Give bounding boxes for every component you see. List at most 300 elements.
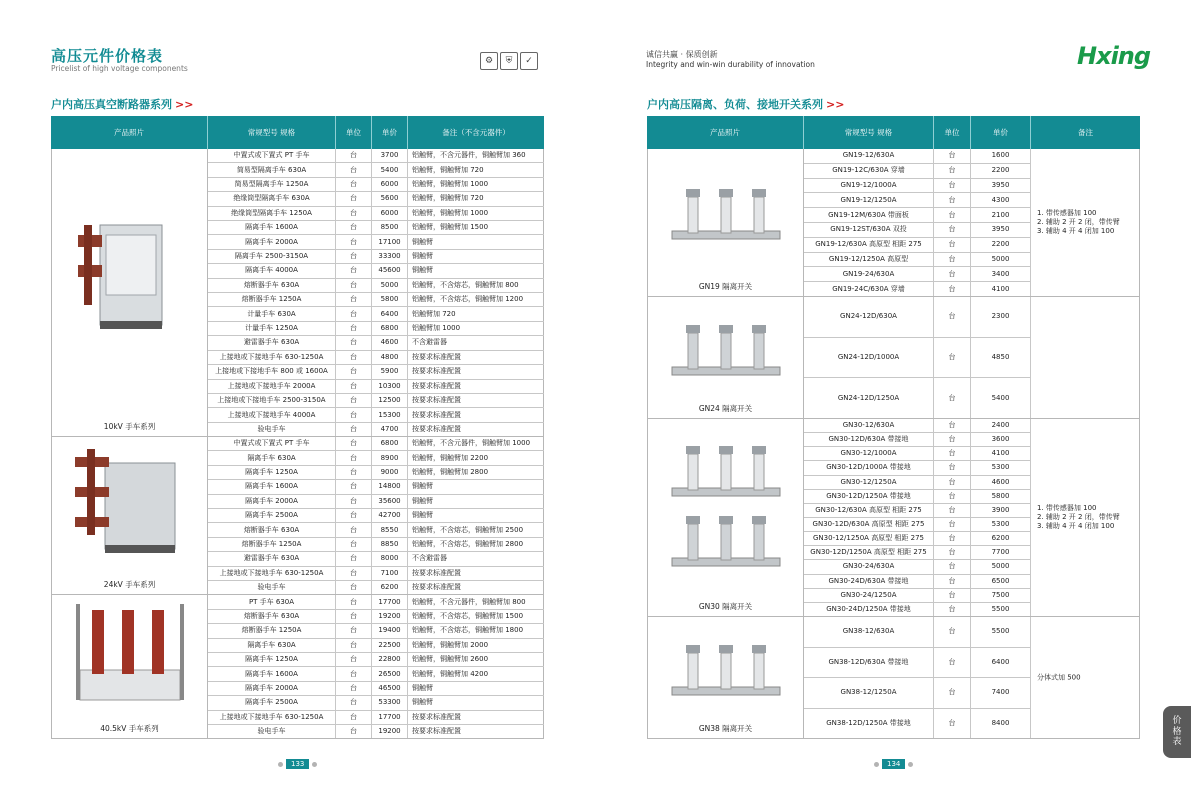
table-row bbox=[804, 433, 1031, 447]
unit-cell: 台 bbox=[934, 490, 971, 503]
unit-cell: 台 bbox=[934, 546, 971, 559]
table-row bbox=[208, 567, 544, 581]
price-cell: 5800 bbox=[971, 490, 1031, 503]
table-row bbox=[208, 653, 544, 667]
price-cell: 1600 bbox=[971, 149, 1031, 163]
unit-cell: 台 bbox=[336, 451, 372, 464]
price-cell: 7700 bbox=[971, 546, 1031, 559]
unit-cell: 台 bbox=[336, 725, 372, 738]
table-row bbox=[208, 696, 544, 710]
table-row bbox=[804, 419, 1031, 433]
price-cell: 5400 bbox=[971, 378, 1031, 418]
table-row bbox=[804, 589, 1031, 603]
unit-cell: 台 bbox=[336, 264, 372, 277]
product-photo-cell bbox=[51, 595, 208, 738]
model-cell: 绝缘筒型隔离手车 1250A bbox=[208, 207, 336, 220]
table-row bbox=[804, 532, 1031, 546]
price-cell: 7100 bbox=[372, 567, 408, 580]
remark-cell: 铝触臂，不含熔芯，铜触臂加 1500 bbox=[408, 610, 544, 623]
section-title-text: 户内高压真空断路器系列 bbox=[51, 98, 172, 111]
model-cell: 避雷器手车 630A bbox=[208, 552, 336, 565]
table-row bbox=[804, 193, 1031, 208]
unit-cell: 台 bbox=[934, 419, 971, 432]
table-row bbox=[804, 149, 1031, 164]
remark-cell: 铜触臂 bbox=[408, 250, 544, 263]
header-remark: 备注 bbox=[1078, 128, 1093, 137]
model-cell: GN38-12D/1250A 带接地 bbox=[804, 709, 934, 739]
table-row bbox=[208, 235, 544, 249]
price-cell: 2200 bbox=[971, 164, 1031, 178]
unit-cell: 台 bbox=[934, 253, 971, 267]
table-row bbox=[208, 466, 544, 480]
product-photo-cell bbox=[647, 419, 804, 616]
model-cell: 上接地或下接地手车 2000A bbox=[208, 380, 336, 393]
table-row bbox=[804, 678, 1031, 709]
price-cell: 4800 bbox=[372, 351, 408, 364]
model-cell: GN30-12D/1000A 带接地 bbox=[804, 461, 934, 474]
table-row bbox=[208, 279, 544, 293]
remark-line: 分体式加 500 bbox=[1037, 672, 1081, 681]
table-body bbox=[51, 149, 544, 739]
remark-cell: 铝触臂，铜触臂加 1500 bbox=[408, 221, 544, 234]
header-model: 常规型号 规格 bbox=[804, 116, 934, 149]
remark-cell: 按要求标准配置 bbox=[408, 423, 544, 436]
model-cell: 隔离手车 2500A bbox=[208, 509, 336, 522]
model-cell: GN30-12D/1250A 带接地 bbox=[804, 490, 934, 503]
unit-cell: 台 bbox=[336, 235, 372, 248]
remark-cell: 铜触臂 bbox=[408, 264, 544, 277]
side-tab[interactable] bbox=[1163, 706, 1191, 758]
unit-cell: 台 bbox=[336, 423, 372, 436]
section-title bbox=[647, 96, 844, 112]
unit-cell: 台 bbox=[934, 504, 971, 517]
table-row bbox=[208, 624, 544, 638]
model-cell: GN30-12D/1250A 高原型 相距 275 bbox=[804, 546, 934, 559]
model-cell: GN30-24/630A bbox=[804, 560, 934, 573]
table-row bbox=[208, 711, 544, 725]
unit-cell: 台 bbox=[934, 338, 971, 378]
product-caption: GN38 隔离开关 bbox=[698, 724, 753, 733]
unit-cell: 台 bbox=[336, 437, 372, 450]
remark-cell bbox=[1031, 149, 1140, 296]
unit-cell: 台 bbox=[336, 250, 372, 263]
unit-cell: 台 bbox=[336, 480, 372, 493]
section-title bbox=[51, 96, 193, 112]
unit-cell: 台 bbox=[336, 509, 372, 522]
switchgear-cart-image bbox=[65, 443, 195, 563]
right-page bbox=[596, 0, 1191, 808]
model-cell: GN30-12D/630A 带接地 bbox=[804, 433, 934, 446]
remark-cell: 铝触臂，铜触臂加 2200 bbox=[408, 451, 544, 464]
remark-cell: 铝触臂，铜触臂加 2600 bbox=[408, 653, 544, 666]
remark-cell: 不含避雷器 bbox=[408, 552, 544, 565]
price-cell: 12500 bbox=[372, 394, 408, 407]
model-cell: GN24-12D/630A bbox=[804, 297, 934, 337]
model-cell: GN38-12/630A bbox=[804, 617, 934, 647]
table-row bbox=[804, 648, 1031, 679]
unit-cell: 台 bbox=[336, 207, 372, 220]
table-row bbox=[804, 476, 1031, 490]
model-cell: GN19-12/1250A 高原型 bbox=[804, 253, 934, 267]
table-row bbox=[208, 639, 544, 653]
product-rows bbox=[804, 297, 1031, 418]
table-row bbox=[208, 451, 544, 465]
unit-cell: 台 bbox=[934, 193, 971, 207]
price-cell: 5300 bbox=[971, 518, 1031, 531]
model-cell: 隔离手车 2500A bbox=[208, 696, 336, 709]
price-cell: 14800 bbox=[372, 480, 408, 493]
unit-cell: 台 bbox=[336, 351, 372, 364]
unit-cell: 台 bbox=[934, 518, 971, 531]
unit-cell: 台 bbox=[336, 639, 372, 652]
price-cell: 5900 bbox=[372, 365, 408, 378]
switchgear-cart-image bbox=[70, 205, 190, 335]
unit-cell: 台 bbox=[934, 378, 971, 418]
unit-cell: 台 bbox=[336, 595, 372, 608]
table-row bbox=[804, 297, 1031, 338]
table-row bbox=[804, 490, 1031, 504]
table-row bbox=[804, 238, 1031, 253]
product-group bbox=[647, 297, 1140, 419]
remark-cell: 铜触臂 bbox=[408, 480, 544, 493]
remark-cell: 铝触臂，铜触臂加 720 bbox=[408, 192, 544, 205]
slogan-en: Integrity and win-win durability of innovation bbox=[646, 60, 815, 69]
remark-cell: 铝触臂，不含元器件，铜触臂加 1000 bbox=[408, 437, 544, 450]
model-cell: 熔断器手车 630A bbox=[208, 279, 336, 292]
unit-cell: 台 bbox=[336, 365, 372, 378]
product-photo-cell bbox=[647, 149, 804, 296]
price-cell: 3950 bbox=[971, 179, 1031, 193]
table-row bbox=[208, 610, 544, 624]
unit-cell: 台 bbox=[934, 267, 971, 281]
model-cell: GN38-12D/630A 带接地 bbox=[804, 648, 934, 678]
remark-cell: 按要求标准配置 bbox=[408, 567, 544, 580]
unit-cell: 台 bbox=[934, 560, 971, 573]
isolating-switch-image bbox=[666, 179, 786, 249]
model-cell: 熔断器手车 630A bbox=[208, 610, 336, 623]
unit-cell: 台 bbox=[934, 476, 971, 489]
unit-cell: 台 bbox=[934, 575, 971, 588]
model-cell: GN30-12/630A 高原型 相距 275 bbox=[804, 504, 934, 517]
price-cell: 5000 bbox=[971, 560, 1031, 573]
price-cell: 4700 bbox=[372, 423, 408, 436]
product-photo-cell bbox=[647, 297, 804, 418]
price-cell: 5400 bbox=[372, 163, 408, 176]
remark-cell: 铝触臂加 1000 bbox=[408, 322, 544, 335]
table-row bbox=[804, 223, 1031, 238]
unit-cell: 台 bbox=[336, 149, 372, 162]
unit-cell: 台 bbox=[934, 164, 971, 178]
model-cell: GN30-12/1250A 高原型 相距 275 bbox=[804, 532, 934, 545]
price-cell: 5000 bbox=[971, 253, 1031, 267]
model-cell: 简易型隔离手车 1250A bbox=[208, 178, 336, 191]
price-cell: 8850 bbox=[372, 538, 408, 551]
table-row bbox=[804, 208, 1031, 223]
model-cell: GN30-12D/630A 高原型 相距 275 bbox=[804, 518, 934, 531]
certification-icon: ⚙ bbox=[480, 52, 498, 70]
model-cell: GN19-12/1000A bbox=[804, 179, 934, 193]
model-cell: 隔离手车 4000A bbox=[208, 264, 336, 277]
product-rows bbox=[804, 419, 1031, 616]
price-cell: 53300 bbox=[372, 696, 408, 709]
remark-line: 2. 辅助 2 开 2 闭，带传臂 bbox=[1037, 512, 1120, 521]
table-row bbox=[208, 380, 544, 394]
unit-cell: 台 bbox=[336, 538, 372, 551]
page-number-value: 133 bbox=[286, 759, 309, 769]
table-row bbox=[208, 322, 544, 336]
price-cell: 5800 bbox=[372, 293, 408, 306]
model-cell: 验电手车 bbox=[208, 725, 336, 738]
price-cell: 5500 bbox=[971, 617, 1031, 647]
remark-cell: 铝触臂，铜触臂加 1000 bbox=[408, 178, 544, 191]
table-row bbox=[804, 253, 1031, 268]
price-cell: 2200 bbox=[971, 238, 1031, 252]
unit-cell: 台 bbox=[934, 532, 971, 545]
unit-cell: 台 bbox=[336, 711, 372, 724]
price-cell: 5300 bbox=[971, 461, 1031, 474]
price-cell: 42700 bbox=[372, 509, 408, 522]
table-row bbox=[208, 163, 544, 177]
table-row bbox=[208, 408, 544, 422]
page-subtitle: Pricelist of high voltage components bbox=[51, 64, 188, 73]
remark-cell: 按要求标准配置 bbox=[408, 711, 544, 724]
unit-cell: 台 bbox=[336, 408, 372, 421]
table-row bbox=[804, 378, 1031, 418]
price-cell: 3900 bbox=[971, 504, 1031, 517]
page-dot bbox=[874, 762, 879, 767]
model-cell: GN30-12/1000A bbox=[804, 447, 934, 460]
unit-cell: 台 bbox=[336, 307, 372, 320]
remark-cell: 铝触臂，铜触臂加 2000 bbox=[408, 639, 544, 652]
model-cell: GN38-12/1250A bbox=[804, 678, 934, 708]
table-row bbox=[804, 518, 1031, 532]
table-row bbox=[804, 461, 1031, 475]
unit-cell: 台 bbox=[336, 178, 372, 191]
price-cell: 5000 bbox=[372, 279, 408, 292]
isolating-switch-image bbox=[666, 315, 786, 385]
price-cell: 9000 bbox=[372, 466, 408, 479]
table-row bbox=[208, 336, 544, 350]
product-photo-cell bbox=[51, 149, 208, 436]
model-cell: 验电手车 bbox=[208, 423, 336, 436]
price-cell: 3600 bbox=[971, 433, 1031, 446]
model-cell: 中置式或下置式 PT 手车 bbox=[208, 437, 336, 450]
unit-cell: 台 bbox=[934, 461, 971, 474]
price-cell: 4300 bbox=[971, 193, 1031, 207]
side-tab-char: 价 bbox=[1172, 715, 1182, 726]
table-row bbox=[208, 538, 544, 552]
product-group bbox=[647, 617, 1140, 739]
price-cell: 2100 bbox=[971, 208, 1031, 222]
model-cell: GN30-24/1250A bbox=[804, 589, 934, 602]
price-table-right bbox=[647, 116, 1140, 739]
model-cell: 上接地或下接地手车 4000A bbox=[208, 408, 336, 421]
model-cell: 绝缘筒型隔离手车 630A bbox=[208, 192, 336, 205]
price-cell: 19200 bbox=[372, 610, 408, 623]
model-cell: 上接地或下接地手车 630-1250A bbox=[208, 351, 336, 364]
model-cell: GN19-12/1250A bbox=[804, 193, 934, 207]
unit-cell: 台 bbox=[934, 447, 971, 460]
table-row bbox=[208, 423, 544, 436]
price-cell: 46500 bbox=[372, 682, 408, 695]
model-cell: 熔断器手车 1250A bbox=[208, 624, 336, 637]
price-cell: 6800 bbox=[372, 322, 408, 335]
remark-cell: 铝触臂，铜触臂加 720 bbox=[408, 163, 544, 176]
model-cell: 隔离手车 1250A bbox=[208, 653, 336, 666]
remark-cell: 铝触臂，不含熔芯，铜触臂加 1800 bbox=[408, 624, 544, 637]
table-row bbox=[208, 682, 544, 696]
price-cell: 2400 bbox=[971, 419, 1031, 432]
table-row bbox=[208, 509, 544, 523]
slogan-cn: 诚信共赢 · 保质创新 bbox=[646, 50, 718, 59]
table-body bbox=[647, 149, 1140, 739]
unit-cell: 台 bbox=[934, 297, 971, 337]
table-row bbox=[208, 480, 544, 494]
page-dot bbox=[312, 762, 317, 767]
page-title: 高压元件价格表 bbox=[51, 47, 164, 65]
model-cell: GN19-12ST/630A 双投 bbox=[804, 223, 934, 237]
model-cell: 熔断器手车 630A bbox=[208, 523, 336, 536]
table-row bbox=[804, 709, 1031, 739]
price-cell: 8900 bbox=[372, 451, 408, 464]
table-row bbox=[208, 250, 544, 264]
remark-cell: 按要求标准配置 bbox=[408, 351, 544, 364]
price-cell: 5600 bbox=[372, 192, 408, 205]
price-cell: 3400 bbox=[971, 267, 1031, 281]
left-page bbox=[0, 0, 595, 808]
unit-cell: 台 bbox=[934, 223, 971, 237]
table-row bbox=[208, 293, 544, 307]
model-cell: 计量手车 630A bbox=[208, 307, 336, 320]
header-price: 单价 bbox=[372, 116, 408, 149]
price-cell: 3950 bbox=[971, 223, 1031, 237]
unit-cell: 台 bbox=[336, 322, 372, 335]
model-cell: 隔离手车 630A bbox=[208, 639, 336, 652]
remark-cell: 铝触臂，不含熔芯，铜触臂加 2800 bbox=[408, 538, 544, 551]
remark-cell: 铜触臂 bbox=[408, 495, 544, 508]
table-row bbox=[804, 267, 1031, 282]
price-cell: 3700 bbox=[372, 149, 408, 162]
price-cell: 7400 bbox=[971, 678, 1031, 708]
price-cell: 26500 bbox=[372, 667, 408, 680]
model-cell: 隔离手车 2000A bbox=[208, 682, 336, 695]
unit-cell: 台 bbox=[336, 523, 372, 536]
remark-cell: 铝触臂，不含熔芯，铜触臂加 1200 bbox=[408, 293, 544, 306]
price-cell: 7500 bbox=[971, 589, 1031, 602]
page-dot bbox=[908, 762, 913, 767]
remark-cell: 按要求标准配置 bbox=[408, 408, 544, 421]
price-cell: 17100 bbox=[372, 235, 408, 248]
product-caption: GN30 隔离开关 bbox=[698, 602, 753, 611]
table-row bbox=[804, 617, 1031, 648]
remark-line: 3. 辅助 4 开 4 闭加 100 bbox=[1037, 522, 1115, 531]
model-cell: GN24-12D/1250A bbox=[804, 378, 934, 418]
remark-cell: 铝触臂，铜触臂加 1000 bbox=[408, 207, 544, 220]
unit-cell: 台 bbox=[934, 589, 971, 602]
remark-cell: 不含避雷器 bbox=[408, 336, 544, 349]
model-cell: GN30-24D/630A 带接地 bbox=[804, 575, 934, 588]
product-rows bbox=[804, 617, 1031, 738]
remark-cell: 铜触臂 bbox=[408, 509, 544, 522]
price-cell: 22500 bbox=[372, 639, 408, 652]
table-row bbox=[208, 394, 544, 408]
price-cell: 6400 bbox=[971, 648, 1031, 678]
remark-cell: 按要求标准配置 bbox=[408, 365, 544, 378]
remark-cell: 按要求标准配置 bbox=[408, 725, 544, 738]
unit-cell: 台 bbox=[934, 617, 971, 647]
table-row bbox=[208, 221, 544, 235]
product-rows bbox=[208, 595, 544, 738]
price-cell: 45600 bbox=[372, 264, 408, 277]
model-cell: GN19-24C/630A 穿墙 bbox=[804, 282, 934, 296]
unit-cell: 台 bbox=[934, 179, 971, 193]
model-cell: 熔断器手车 1250A bbox=[208, 538, 336, 551]
page-number-value: 134 bbox=[882, 759, 905, 769]
unit-cell: 台 bbox=[336, 581, 372, 594]
certification-icons bbox=[480, 52, 538, 70]
model-cell: GN19-12M/630A 带面板 bbox=[804, 208, 934, 222]
table-row bbox=[208, 437, 544, 451]
price-cell: 17700 bbox=[372, 711, 408, 724]
model-cell: GN30-24D/1250A 带接地 bbox=[804, 603, 934, 616]
product-group bbox=[51, 149, 544, 437]
unit-cell: 台 bbox=[934, 208, 971, 222]
unit-cell: 台 bbox=[336, 495, 372, 508]
price-cell: 4600 bbox=[372, 336, 408, 349]
unit-cell: 台 bbox=[336, 279, 372, 292]
unit-cell: 台 bbox=[336, 293, 372, 306]
remark-cell: 按要求标准配置 bbox=[408, 394, 544, 407]
model-cell: 隔离手车 2500-3150A bbox=[208, 250, 336, 263]
product-group bbox=[647, 419, 1140, 617]
table-row bbox=[208, 351, 544, 365]
table-header bbox=[647, 116, 1140, 149]
table-header bbox=[51, 116, 544, 149]
price-cell: 6200 bbox=[372, 581, 408, 594]
switchgear-cart-image bbox=[70, 600, 190, 710]
price-cell: 4100 bbox=[971, 282, 1031, 296]
remark-cell bbox=[1031, 617, 1140, 738]
table-row bbox=[804, 560, 1031, 574]
model-cell: GN19-12C/630A 穿墙 bbox=[804, 164, 934, 178]
table-row bbox=[208, 264, 544, 278]
table-row bbox=[804, 546, 1031, 560]
model-cell: 中置式或下置式 PT 手车 bbox=[208, 149, 336, 162]
page-dot bbox=[278, 762, 283, 767]
product-photo-cell bbox=[51, 437, 208, 594]
model-cell: GN24-12D/1000A bbox=[804, 338, 934, 378]
price-cell: 33300 bbox=[372, 250, 408, 263]
model-cell: GN19-24/630A bbox=[804, 267, 934, 281]
table-row bbox=[208, 207, 544, 221]
product-rows bbox=[208, 149, 544, 436]
section-arrow: >> bbox=[826, 98, 845, 111]
unit-cell: 台 bbox=[336, 221, 372, 234]
table-row bbox=[208, 725, 544, 738]
table-row bbox=[804, 282, 1031, 296]
model-cell: GN30-12/1250A bbox=[804, 476, 934, 489]
remark-cell: 铝触臂，不含熔芯，铜触臂加 800 bbox=[408, 279, 544, 292]
model-cell: 隔离手车 2000A bbox=[208, 495, 336, 508]
unit-cell: 台 bbox=[934, 433, 971, 446]
unit-cell: 台 bbox=[336, 682, 372, 695]
unit-cell: 台 bbox=[336, 610, 372, 623]
unit-cell: 台 bbox=[336, 667, 372, 680]
remark-cell bbox=[1031, 297, 1140, 418]
table-row bbox=[804, 575, 1031, 589]
table-row bbox=[208, 149, 544, 163]
remark-line: 2. 辅助 2 开 2 闭，带传臂 bbox=[1037, 217, 1120, 226]
